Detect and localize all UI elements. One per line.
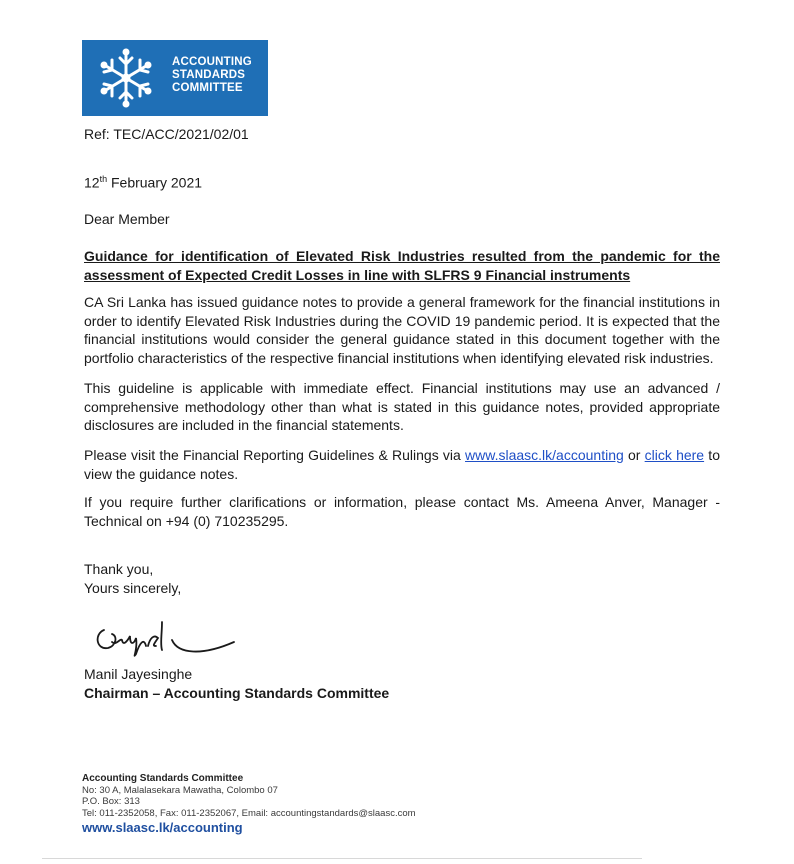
paragraph-3-middle: or [623,447,645,463]
date-rest: February 2021 [107,174,203,191]
logo-line-2: STANDARDS [172,69,246,81]
letter-date [84,174,202,191]
salutation: Dear Member [84,211,170,227]
footer-contact-block [82,773,416,834]
date-suffix: th [99,174,108,184]
logo-line-1: ACCOUNTING [172,56,252,68]
date-day: 12 [84,174,100,191]
logo-line-3: COMMITTEE [172,82,243,94]
paragraph-4: If you require further clarifications or information, please contact Ms. Ameena Anver, Manager - Technical on +94 (0) 710235295. [84,494,720,529]
footer-website: www.slaasc.lk/accounting [82,820,243,835]
signatory-name: Manil Jayesinghe [84,666,193,682]
handwritten-signature [92,612,242,662]
logo-wordmark [172,56,252,95]
paragraph-3-after: to view the guidance notes. [84,447,720,482]
closing-thank-you: Thank you, [84,561,154,577]
bottom-divider [42,858,642,859]
footer-pobox: P.O. Box: 313 [82,796,140,807]
snowflake-emblem-icon [90,46,162,110]
footer-address: No: 30 A, Malalasekara Mawatha, Colombo 07 [82,784,278,796]
footer-organization: Accounting Standards Committee [82,773,244,784]
reference-number: Ref: TEC/ACC/2021/02/01 [84,126,249,142]
paragraph-3-before: Please visit the Financial Reporting Guidelines & Rulings via [84,447,466,463]
paragraph-1: CA Sri Lanka has issued guidance notes to provide a general framework for the financial institutions in order to identify Elevated Risk Industries during the COVID 19 pandemic period. It is expected that the financial institutions would consider the general guidance stated in this document together with the portfolio characteristics of the respective financial institutions when identifying elevated risk industries. [84,294,720,366]
paragraph-3 [84,446,720,483]
click-here-link[interactable]: click here [644,447,705,463]
letter-title: Guidance for identification of Elevated Risk Industries resulted from the pandemic for the assessment of Expected Credit Losses in line with SLFRS 9 Financial instruments [84,248,720,283]
paragraph-2: This guideline is applicable with immediate effect. Financial institutions may use an advanced / comprehensive methodology other than what is stated in this guidance notes, provided appropriate disclosures are included in the financial statements. [84,380,720,434]
committee-logo [82,40,268,116]
slaasc-accounting-link[interactable]: www.slaasc.lk/accounting [465,447,624,463]
signatory-title: Chairman – Accounting Standards Committee [84,685,390,701]
footer-contact: Tel: 011-2352058, Fax: 011-2352067, Email: accountingstandards@slaasc.com [82,807,416,819]
closing-sincerely: Yours sincerely, [84,580,182,596]
